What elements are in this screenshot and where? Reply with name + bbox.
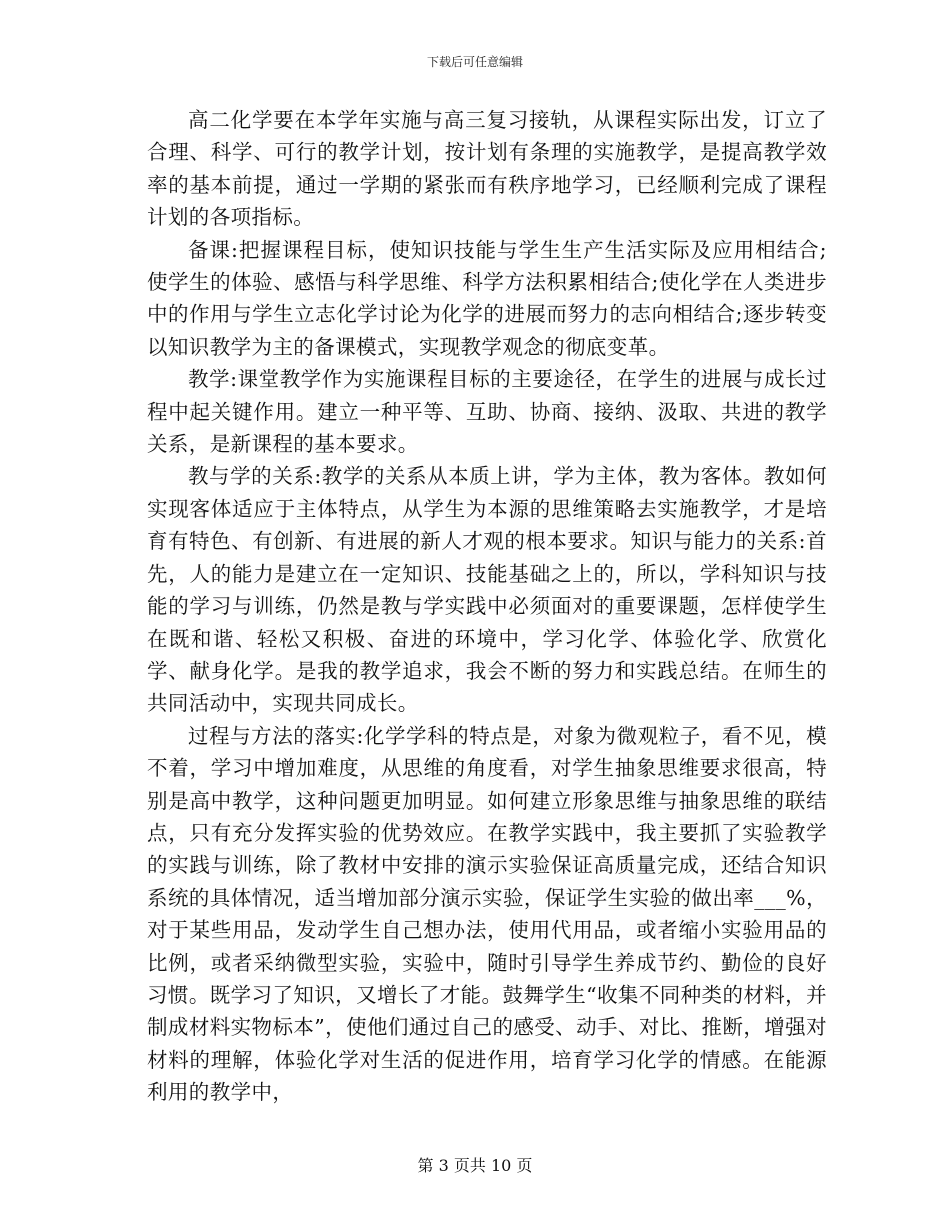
paragraph-teaching: 教学:课堂教学作为实施课程目标的主要途径，在学生的进展与成长过程中起关键作用。建立一种平等、互助、协商、接纳、汲取、共进的教学关系，是新课程的基本要求。 — [147, 367, 827, 457]
document-body — [147, 104, 827, 1109]
paragraph-lesson-prep: 备课:把握课程目标，使知识技能与学生生产生活实际及应用相结合;使学生的体验、感悟与科学思维、科学方法积累相结合;使化学在人类进步中的作用与学生立志化学讨论为化学的进展而努力的志向相结合;逐步转变以知识教学为主的备课模式，实现教学观念的彻底变革。 — [147, 237, 827, 359]
paragraph-intro: 高二化学要在本学年实施与高三复习接轨，从课程实际出发，订立了合理、科学、可行的教学计划，按计划有条理的实施教学，是提高教学效率的基本前提，通过一学期的紧张而有秩序地学习，已经顺利完成了课程计划的各项指标。 — [147, 108, 827, 230]
paragraph-teach-learn-relation: 教与学的关系:教学的关系从本质上讲，学为主体，教为客体。教如何实现客体适应于主体特点，从学生为本源的思维策略去实施教学，才是培育有特色、有创新、有进展的新人才观的根本要求。知识与能力的关系:首先，人的能力是建立在一定知识、技能基础之上的，所以，学科知识与技能的学习与训练，仍然是教与学实践中必须面对的重要课题，怎样使学生在既和谐、轻松又积极、奋进的环境中，学习化学、体验化学、欣赏化学、献身化学。是我的教学追求，我会不断的努力和实践总结。在师生的共同活动中，实现共同成长。 — [147, 464, 827, 716]
paragraph-process-method: 过程与方法的落实:化学学科的特点是，对象为微观粒子，看不见，模不着，学习中增加难度，从思维的角度看，对学生抽象思维要求很高，特别是高中教学，这种问题更加明显。如何建立形象思维与抽象思维的联结点，只有充分发挥实验的优势效应。在教学实践中，我主要抓了实验教学的实践与训练，除了教材中安排的演示实验保证高质量完成，还结合知识系统的具体情况，适当增加部分演示实验，保证学生实验的做出率___%，对于某些用品，发动学生自己想办法，使用代用品，或者缩小实验用品的比例，或者采纳微型实验，实验中，随时引导学生养成节约、勤俭的良好习惯。既学习了知识，又增长了才能。鼓舞学生“收集不同种类的材料，并制成材料实物标本”，使他们通过自己的感受、动手、对比、推断，增强对材料的理解，体验化学对生活的促进作用，培育学习化学的情感。在能源利用的教学中， — [147, 723, 827, 1105]
page-header-note: 下载后可任意编辑 — [426, 55, 523, 69]
page-number: 第 3 页共 10 页 — [417, 1156, 533, 1175]
